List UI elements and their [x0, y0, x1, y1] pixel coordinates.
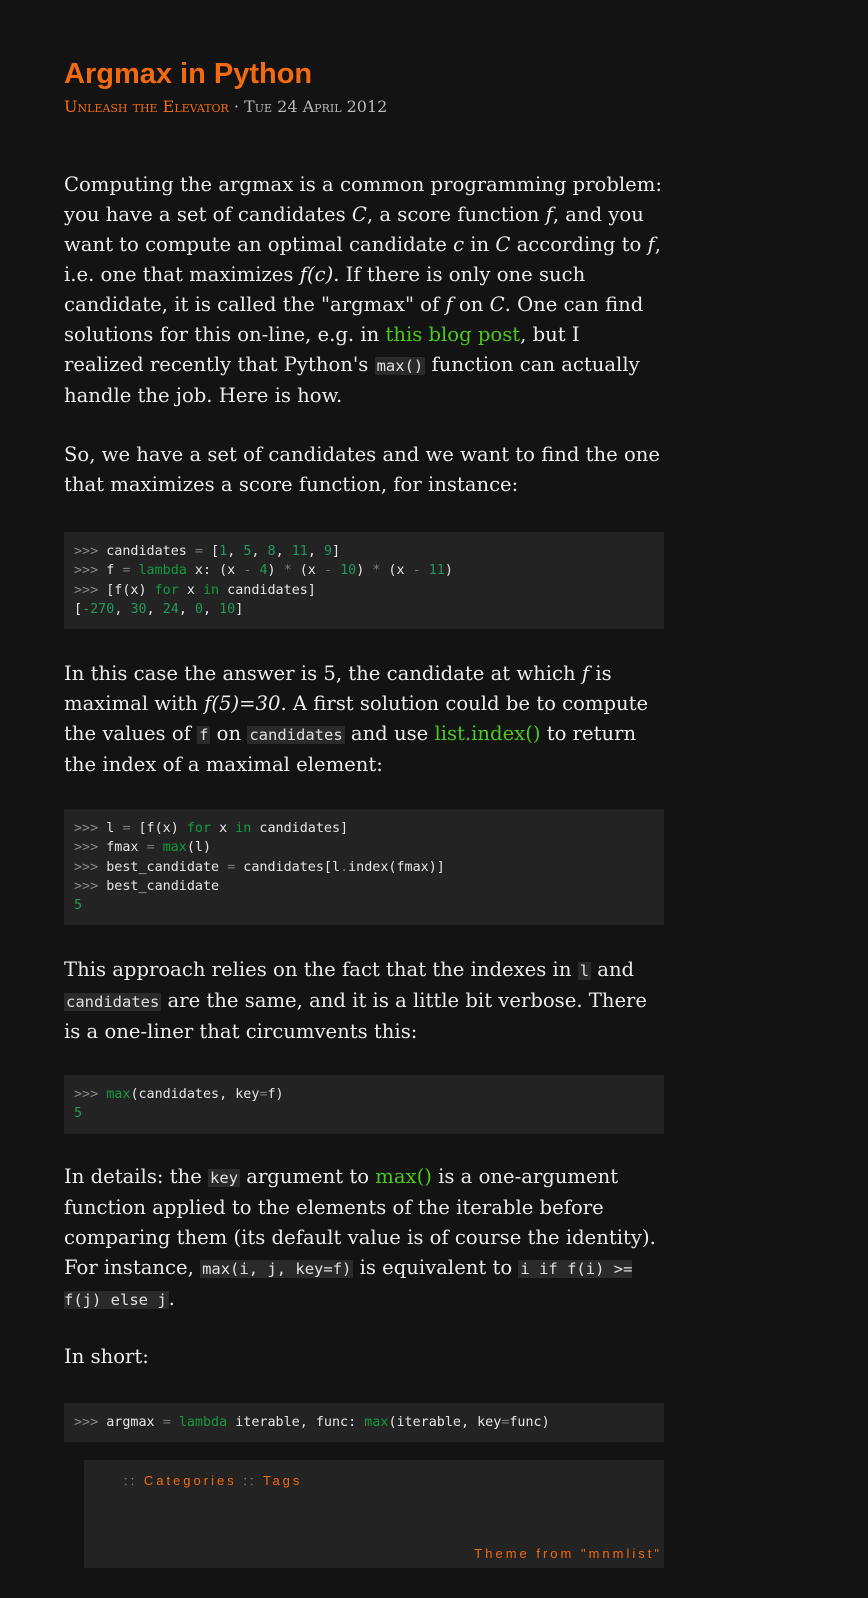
math-var: f: [445, 293, 453, 316]
text: . If there is only one such candidate, it is called the "argmax" of: [64, 263, 586, 316]
code-block-index: >>> l = [f(x) for x in candidates] >>> fmax = max(l) >>> best_candidate = candidates[l.index(fmax)] >>> best_candidate 5: [64, 809, 664, 925]
text: , a score function: [366, 203, 546, 226]
inline-code: candidates: [66, 993, 160, 1011]
text: on: [452, 293, 490, 316]
code-block-candidates: >>> candidates = [1, 5, 8, 11, 9] >>> f = lambda x: (x - 4) * (x - 10) * (x - 11) >>> [f(x) for x in candidates] [-270, 30, 24, 0, 10]: [64, 532, 664, 629]
text: In this case the answer is 5, the candidate at which: [64, 662, 582, 685]
max-doc-link[interactable]: max(): [375, 1165, 432, 1188]
post-date: Tue 24 April 2012: [244, 97, 388, 116]
math-var: f: [545, 203, 553, 226]
footer-separator: ::: [124, 1473, 144, 1488]
text: Computing the argmax is a common programming problem: you have a set of candidates: [64, 173, 662, 226]
post-title[interactable]: Argmax in Python: [64, 58, 313, 90]
categories-link[interactable]: Categories: [143, 1473, 237, 1488]
text: . A first solution could be to compute the values of: [64, 692, 649, 745]
math-var: f: [581, 662, 590, 685]
blog-post-link[interactable]: this blog post: [385, 323, 521, 346]
meta-separator: ·: [228, 97, 245, 116]
blog-name-link[interactable]: Unleash the Elevator: [64, 97, 229, 116]
text: in: [464, 233, 496, 256]
text: and: [591, 958, 635, 981]
text: are the same, and it is a little bit verbose. There is a one-liner that circumvents this:: [64, 989, 648, 1043]
inline-code: l: [579, 962, 590, 980]
text: , i.e. one that maximizes: [64, 233, 662, 286]
paragraph-candidates: So, we have a set of candidates and we want to find the one that maximizes a score function, for instance:: [64, 443, 660, 496]
code-block-argmax: >>> argmax = lambda iterable, func: max(iterable, key=func): [64, 1403, 664, 1442]
text: according to: [510, 233, 648, 256]
text: on: [210, 722, 248, 745]
math-expr: f(c): [299, 263, 334, 286]
post-meta: [64, 96, 387, 118]
inline-code: i if f(i) >= f(j) else j: [64, 1260, 633, 1309]
text: In details: the: [64, 1165, 209, 1188]
math-var: C: [489, 293, 505, 316]
text: is maximal with: [64, 662, 612, 715]
footer-separator: ::: [236, 1473, 263, 1488]
list-index-link[interactable]: list.index(): [434, 722, 541, 745]
text: , and you want to compute an optimal candidate: [64, 203, 644, 256]
paragraph-one-liner: [64, 955, 664, 1047]
theme-credit-link[interactable]: Theme from "mnmlist": [474, 1546, 662, 1561]
text: function can actually handle the job. Here is how.: [64, 353, 640, 407]
text: and use: [344, 722, 435, 745]
paragraph-in-short: In short:: [64, 1345, 149, 1368]
math-var: f: [647, 233, 655, 256]
inline-code: max(i, j, key=f): [202, 1260, 352, 1278]
text: . One can find solutions for this on-line, e.g. in: [64, 293, 644, 346]
code-block-max-key: >>> max(candidates, key=f) 5: [64, 1075, 664, 1134]
footer: [84, 1460, 664, 1568]
text: is equivalent to: [353, 1256, 519, 1279]
text: This approach relies on the fact that the indexes in: [64, 958, 578, 981]
tags-link[interactable]: Tags: [262, 1473, 303, 1488]
footer-nav: [124, 1473, 302, 1488]
math-expr: f(5)=30: [204, 692, 281, 715]
math-var: c: [453, 233, 465, 256]
math-var: C: [495, 233, 511, 256]
inline-code: candidates: [249, 726, 343, 744]
text: , but I realized recently that Python's: [64, 323, 580, 376]
inline-code: f: [199, 726, 209, 744]
paragraph-first-solution: [64, 659, 664, 780]
inline-code: max(): [376, 357, 424, 375]
paragraph-intro: [64, 170, 664, 411]
text: .: [168, 1287, 175, 1310]
text: to return the index of a maximal element:: [64, 722, 637, 776]
math-var: C: [351, 203, 367, 226]
paragraph-details: [64, 1162, 664, 1315]
text: argument to: [240, 1165, 376, 1188]
inline-code: key: [210, 1169, 239, 1187]
text: is a one-argument function applied to the elements of the iterable before comparing them (its default value is of course the identity). For instance,: [64, 1165, 656, 1279]
